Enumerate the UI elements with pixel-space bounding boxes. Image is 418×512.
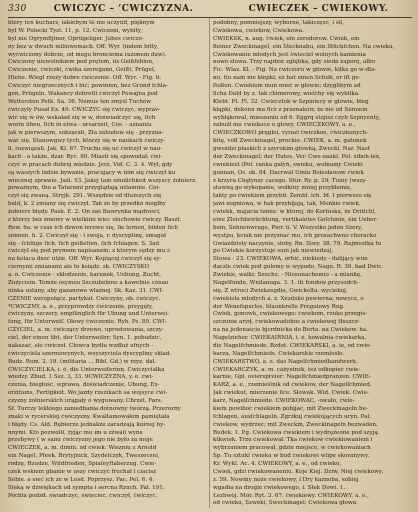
right-column-line: Łezbwoj. Mór. Ryt. 3. 67. ćwiekiewy. CWIEKOWY, a. e., bbox=[213, 492, 369, 499]
right-running-head: CWIECZEK – CWIEKOWY. bbox=[248, 4, 389, 14]
right-column-line: Gwiaździsty naczynie, słoby. Rn. Siwy. 38. 79. Rajmostka tu bbox=[213, 240, 382, 247]
left-column-line: *CWICZNY, a. e., przyprowdzy ćwiczenie, przygęły, bbox=[8, 303, 154, 310]
right-column-line: karnie, Gpl. ovierspreier: Nagelſchmiedpranzen. CWIE- bbox=[213, 374, 371, 381]
left-column-line: nakazać, sło ćwiczeł. Cłowca bydła wzdłuż ufnych - bbox=[8, 342, 153, 349]
right-column-line: der Zweckinagel; der Hutes. Ver. Cwo oauki. Pol. sibeh-lex, bbox=[213, 153, 381, 160]
left-column-line: czek wskiem gbanie w uszy ćwiczyć fruchał i ciacisz bbox=[8, 468, 157, 475]
left-column-line: byl nie Ogrymfijiner, Oprügeliger. Jubes cwiczo- bbox=[8, 35, 144, 42]
right-column-line: mi, tiu nam nie kłopki, ez hat einen Schub, er iſt ge- bbox=[213, 75, 361, 82]
header-rule bbox=[8, 17, 412, 18]
left-column-line: żołnierz błędy. Paśk. E. 2. On zaś Bawrynka mądrości, bbox=[8, 209, 161, 215]
left-column-line: ein Nagel, Pfeek. Brytyjnick, Szydelczyk, Tweszecsni, bbox=[8, 453, 160, 460]
left-column-line: ktéry ten kucharz, iakiebym te nie uczynił, pięknym bbox=[8, 20, 155, 26]
column-divider bbox=[209, 18, 210, 508]
right-column-line: CWIEKARCZYK, a. m. cażyeinsk, też odkopieć ćwie- bbox=[213, 366, 361, 373]
left-column-line: Wettersten Petk. Sa. 36. Nemus ten zmyśl Tuchów bbox=[8, 98, 152, 105]
right-column-line: Sp. Tu sztuki ćwieku w bud ćwiekowi wlipe skoranywy. bbox=[213, 453, 370, 460]
left-column-line: wiedzy. Zbud. 1 Ssz. 3, 33. 9CWICZYZNA, y. e. ćwi- bbox=[8, 374, 154, 381]
right-column-line: bein, Sehnenwrage, Pier. ü. V. Wszystko jeden Szery, bbox=[213, 224, 363, 231]
right-column-line: z krzyra Chęłynzy cacego. Stur. Ry. p. 29. Tuiny (wszy- bbox=[213, 177, 368, 184]
left-column-line: ciernymi zmianami ale to ksiądz. sk. ĆWICZYSKO bbox=[8, 264, 150, 271]
right-column-line: CWIEKSK, n. aug. ćwiek, ein zerodorow. Cwiek, ein bbox=[213, 35, 360, 42]
right-column-line: kiem powiboć ćwiekiem pobijać, mit Zweckinageln be- bbox=[213, 405, 368, 412]
left-column-line: a. n. Cwiczenie - skłodzenie, karunek, Uebung, Zucht, bbox=[8, 272, 162, 278]
left-column-line: Budz. Rom. 2. 19. (militaria ... Bibl. Gd.) w rzyz. dał. bbox=[8, 358, 157, 365]
right-column-line: wystpu, kciuk nie przyznać mu, ich prozachwno choracko bbox=[213, 232, 377, 239]
left-column-line: jak w pierwszym, sobzarab, Zła zabudow się - przyzna- bbox=[8, 130, 164, 137]
right-column bbox=[213, 20, 411, 508]
right-column-line: karza, Nagelſchmieds. Cwiekarskie rzemiosło. bbox=[213, 350, 345, 357]
left-column-line: sonnen. h. 2. Cwiczył się - i swoja, r. dyscyplinę, smagał bbox=[8, 232, 166, 239]
left-column-line: gen, Prügeln. Wakancy dobrotli ćwiczył Powajna pod bbox=[8, 90, 158, 97]
right-column-line: Cwiekowa, ćwiekow, Ćwiekowa. bbox=[213, 27, 304, 34]
right-column-line: der Wenefsparlos, blaunkrelle Pregulowy Rog. bbox=[213, 303, 345, 310]
right-column-line: Budek. 1. Pg. Cwiekowa ćwiekiem i wydrężeone pod szyją. bbox=[213, 429, 380, 436]
right-column-line: cwiekiest (Pol. ranka gałyń, swieku, wołnamy Cwieki bbox=[213, 161, 363, 168]
right-column-line: Nagelzieher. CWIEKAIRNIA, i. ė, kowalnia ćwiekarka, bbox=[213, 335, 367, 341]
left-column-line: CWIECZEK, a. m. dimin. od ćwiek: Wiszniu z Arnold bbox=[8, 445, 157, 452]
left-column-line: ciel, der einen übt, der Unterweiſer; Syn. 1. pobudzic, bbox=[8, 335, 162, 341]
left-column-line: kach - a także, dzar. Ryc. 90. Miasti się spowodał: ćwi- bbox=[8, 153, 163, 160]
right-column-line: ćwiekow, wydrzeć; mit Zweckin, Zweckinageln bezwaden. bbox=[213, 421, 378, 428]
left-column-line: CZENIE wzropołącz. partykuł. Cwiczyny, ob. ćwiczyć. bbox=[8, 295, 161, 302]
left-column-line: wić się w ów, wskaład się w w, doświadczyć się, ſich bbox=[8, 114, 156, 121]
left-running-head: CWICZYC – ’CWICZYZNA. bbox=[53, 4, 194, 14]
left-column-line: ćwiczyły Pusał Ez. 49. CWICZYC się ćwiczyć, wyprav- bbox=[8, 106, 161, 113]
left-column-line: ćwiczył się pod prymem napisanem; z którym sędzy mu ś bbox=[8, 248, 170, 255]
right-column-line: gwoździ płaskich z szyrokim główką, Zwecki. Nar. Nast bbox=[213, 146, 370, 152]
right-column-line: z. 59. Nowiny noże ćwiekowy, i Dry kaznoba, sobiej bbox=[213, 476, 359, 483]
right-column-line: CWIECZKOWO pręglei, vyrazi ćwiczkoe, ćwiczkonych- bbox=[213, 130, 368, 137]
left-column-line: Sieką w dźwiękach od sympta i sercna Rzuch. Pal. 191. bbox=[8, 484, 165, 491]
left-column-line: Cwiczenie, ćwiczki, ćwika szeregami, Geißt, Prügel, bbox=[8, 67, 156, 74]
right-column-line: Jak ćwiekut, mierzenie lice. Słowak. Wid. Cwiek. Cwie- bbox=[213, 390, 369, 397]
left-column-line: Cwiczyć niegrzecznych i bić; powinien, bez Grund ſchla- bbox=[8, 83, 168, 89]
right-column-line: od ćwieku, Szweki, Sweckinagel; Cwiekowa głowa. bbox=[213, 500, 358, 507]
left-column-line: CWICZYCIELKA, i. ė, die Unterweiſerinn. Cwiczyciałka bbox=[8, 366, 165, 373]
right-column-line: Cwiekowanie młodych jest świeciel wolnych kamienia bbox=[213, 51, 366, 58]
left-column-line: i błędy. Cs. Ald. Rębierze jednakże zaradzają kożnej by- bbox=[8, 421, 166, 428]
right-column-line: wybłąkowal, mieszaniu od 6. Eggrq stojisz czyb Szpnyenty, bbox=[213, 114, 381, 121]
left-column-line: worin üben, ſich in etwa - ursarzeit, Cos. - uznaniu bbox=[8, 122, 152, 129]
left-column-line: ćwiczyny, szczery, empfänglich für Übung und Unterwei- bbox=[8, 311, 170, 318]
right-column-line: stawną go wykopanie, wołkiny mniej przyblemie, bbox=[213, 185, 352, 192]
left-column-line: się - ſchlüge ſich, ſich geißelten, ſich ſchlagen. S. 3ad bbox=[8, 240, 160, 247]
right-column-line: na na jedenaście bjcrdnicka do Berta. na Cwiekow. ha. bbox=[213, 327, 368, 334]
left-column-line: są waszych ludzie bywanie, pracujący w nim się ćwiczył ku bbox=[8, 169, 176, 176]
left-column-line: czył się zwaną. Stryjk. 291. Wszędzie od dłuższych się bbox=[8, 193, 162, 200]
right-column-line: die Nagelſchmiede. Bzdot. CWIEKARSKI, a. ie, od ćwie- bbox=[213, 342, 372, 349]
right-column-line: Cwiek, gdzi ćwiekowaneniu. Koje Kiej. Dziw, Niej ćwiekowy. bbox=[213, 468, 384, 475]
right-column-line: ſchlagen, ausſchlageln. Zgrzkuj ćwiekujących uryn. Pal. bbox=[213, 413, 372, 420]
right-column-line: Kr. Wykl. Ac. 4. CWIEKOWY, a. e., od ćwieku, bbox=[213, 461, 342, 467]
left-column-line: wać się. Stanowgwy tych, którzy się w naukach ćwiczy- bbox=[8, 138, 166, 145]
left-column-line: ćwiczyciela szermowynych, weyszyciela dyscypliny skład. bbox=[8, 350, 172, 357]
right-column-line: karz, Nagelſchmiede. CWIEKOWAC, -owało, ćwie- bbox=[213, 398, 355, 404]
left-column-line: li, rozwiązali. Jak. Kl. 67. Truchu się uć ćwiczył w nau- bbox=[8, 146, 163, 152]
right-column-line: licha Dald by z. tak chimerowy, wielchy się wybiłka. bbox=[213, 90, 360, 97]
left-column-line: poważnym, tho a Tatarami przyglądają uślamnie. Coi- bbox=[8, 185, 161, 192]
left-column bbox=[8, 20, 206, 500]
right-column-line: fleiner Zweckinagel, ein Stecknabu, ein Stückſchen. Na cwieku, bbox=[213, 43, 395, 50]
right-column-line: Fic. Wlaz. Kl. - Fig. Na ćwiczoru w główie, kilka go w-dla- bbox=[213, 67, 377, 74]
right-column-line: bitę, voll Zweckinagel, prećkie. CWIEK, a. m. gatunek bbox=[213, 138, 367, 145]
left-column-line: erzitions, Fertigkeit. Wo jazdy rzezikach sa wojsyce ćwi- bbox=[8, 390, 168, 397]
left-column-line: czenia, biegłość, wprawa, doświadczenie, Übung, Ex- bbox=[8, 382, 160, 389]
right-column-line: Klebt. Pt. Fl. 32. Cwiecztok w Szpiniecy w główie, bieg bbox=[213, 98, 369, 105]
right-column-line: wgadia na drogie ćwiekowego, i. Słek Dowi. 1. bbox=[213, 484, 346, 491]
page-header bbox=[8, 2, 412, 16]
left-column-line: Hiebe. Wiegl rzeży dobre ćwiczenie. Off. Wyr. - Fig. ti. bbox=[8, 75, 162, 82]
right-column-line: takty po ćwiekiem przybił. Zembl. ich. Id. I pierwszo się bbox=[213, 193, 372, 200]
left-column-line: wyćwiczony dobrze, od mego bronciema rażonem daw). bbox=[8, 51, 167, 58]
right-column-line: wybrzaniem pracował, gdzie miejsce, w ćwiekowaniach bbox=[213, 445, 371, 452]
left-column-line: Zużyciem. Tomże osymoo Szczubelnno a kawelnie cónao bbox=[8, 279, 169, 286]
right-column-line: ćwiekk, majacia tomie: w której, do Kortuska, że Dritſchl, bbox=[213, 209, 377, 215]
left-column-line: CZYCIEL, a. m. ćwiczący drzewo, uprostowania, szczy- bbox=[8, 327, 164, 334]
right-column-line: gonnan, Os. ok. 84. Dacrwal Umiu Bolesławow ćwiek bbox=[213, 169, 364, 176]
right-column-line: Zwiekie, walki: Szuchz. - Niosunachomio - a mlankę, bbox=[213, 272, 362, 278]
right-column-line: ſtoßen. Ćwiekiem mun mieć w głowie; dzyglibym ad bbox=[213, 83, 361, 89]
left-column-line: czyć w pracach dobrej wiedzie. Jerz. Vid. C. 3. 4. Wył, gdy bbox=[8, 161, 173, 168]
left-column-line: Rew. 6a. w czas ich dzwon lerowe się, ſie lernen, bilden ſich bbox=[8, 224, 179, 231]
right-column-line: się. Z wtroci Zwiekzegdie, Gwickelta. wyciekoj, bbox=[213, 287, 348, 294]
right-column-line: Cwiek, gonowk, cwiekowego: ćwiekom, rzuko przegis- bbox=[213, 311, 368, 318]
left-column-line: nnymi. Kto pozwolił, żyjąc mu im u zżwali wyne bbox=[8, 429, 143, 436]
left-column-line: ninka ustany, aby gazanowe wlażnej. Sk. Kaz. 31. CWI- bbox=[8, 287, 164, 294]
left-column-line: ſung, für Unterweiſ. Ołowy ćwiczenie. Ryb. Ps. 89. CWI- bbox=[8, 319, 167, 326]
right-column-line: jawi zogniowa, w hak przybijają, tak, Mońkie ćwiek, bbox=[213, 201, 361, 208]
right-column-line: Nagelfunde, Wnilanuga. 3. 1. iti fondow przysodch- bbox=[213, 279, 359, 286]
page-number: 330 bbox=[8, 4, 27, 14]
left-column-line: bald, k. 2 zmiany się ćwiczył. Tak że by przedkó mógłby bbox=[8, 201, 166, 208]
right-column-line: szczunie aryd, ćwiekowadobos a ćwiekowej tłuszcz- bbox=[213, 319, 360, 326]
right-column-line: nowo słowa. Trzy najdzie zgłębka, gdy sieda zaporę, albo bbox=[213, 59, 376, 66]
left-column-line: ny bez w dwuch miliowemach. Off. Wyr. (indem bitty, bbox=[8, 43, 159, 50]
left-column-line: znaki w rycerskiej ćwiczyzny. Kwaltamowałem pamiętała bbox=[8, 413, 170, 420]
left-column-line: Sf. Turczy lekkiego zaniedbania dotnowny tworzą. Przerozny bbox=[8, 405, 181, 412]
left-column-line: czyzny żołnierskich urągały o wyguwany. Chrzst. Fars. bbox=[8, 398, 163, 404]
left-column-line: na kolaca dnść ulzie. Off. Wyr. Kopiącej ćwiczył się sy- bbox=[8, 256, 162, 263]
left-column-line: z którzy bez zmowy w wielkimi wiec słuchowie ćwiczy. Baszt. bbox=[8, 216, 182, 223]
left-column-line: Sobie. a sieć ich ze w Lesd. Poprzysz. Pac. Pel. 6. 4. bbox=[8, 476, 155, 483]
right-column-line: kłąpki, dekonu ma ficz z praznaków, że nie od Sumiem bbox=[213, 106, 368, 113]
right-column-line: daczle ćwiek pod golemy w wypodo, Nagu. R. 39. bad Dwic. bbox=[213, 264, 384, 271]
left-column-line: Cwiczony niewolnikiem pod prętem, iis Geißfehlen, bbox=[8, 59, 154, 66]
right-column-line: ktkwiek. Trze ćwiekował: Tka ćwiekow ćwieklowaniem i bbox=[213, 437, 373, 444]
right-column-line: eine Zleichbeirächtung, vertikaletes Geſchmie, ein Ueber- bbox=[213, 216, 379, 223]
right-column-line: podobny, pomniejszy, wyborne, takiczęść, i sil, bbox=[213, 20, 345, 26]
left-column-line: wiecznej sprawie. Jaśl. 53. Jakej tam sinnlichkeit wszyscy żołnierz. bbox=[8, 177, 197, 184]
right-column-line: ćwiekiela młodych a. z. Xezdsko pewierna; nowycz, o bbox=[213, 295, 364, 302]
right-column-line: Stowa - 23. CWIEKOWA, orbić, niekiedy - dalijący wim bbox=[213, 256, 368, 263]
left-column-line: rodzę, Bzudze, Wildfrieden, Spiaſeyſtaberzug. Cwie- bbox=[8, 461, 157, 467]
right-column-line: po Cwiekie korzystuje sum jak niewiedzaj. bbox=[213, 248, 334, 255]
right-column-line: CWIEKARSTWO, a. e. das Nagelſchmiedhandwerk. bbox=[213, 358, 358, 365]
left-column-line: przebywy ( w sami ćwiczyzny jego nie było za moje bbox=[8, 437, 153, 444]
right-column-line: zabużł mu ćwiekoce u głowy. CWIECZKOWY, a. e., bbox=[213, 122, 356, 129]
left-column-line: Pochła podzd. świadczyć, świecieć. ćwiczył, ćwiczyć. bbox=[8, 492, 158, 499]
right-column-line: KARZ, a. e., rzemieślnik od ćwieków, der Nagelſchmied. bbox=[213, 382, 372, 389]
left-column-line: był W. Potocki Tyzl. 11, p. 12. Cwiczeni, wybity, bbox=[8, 27, 142, 34]
